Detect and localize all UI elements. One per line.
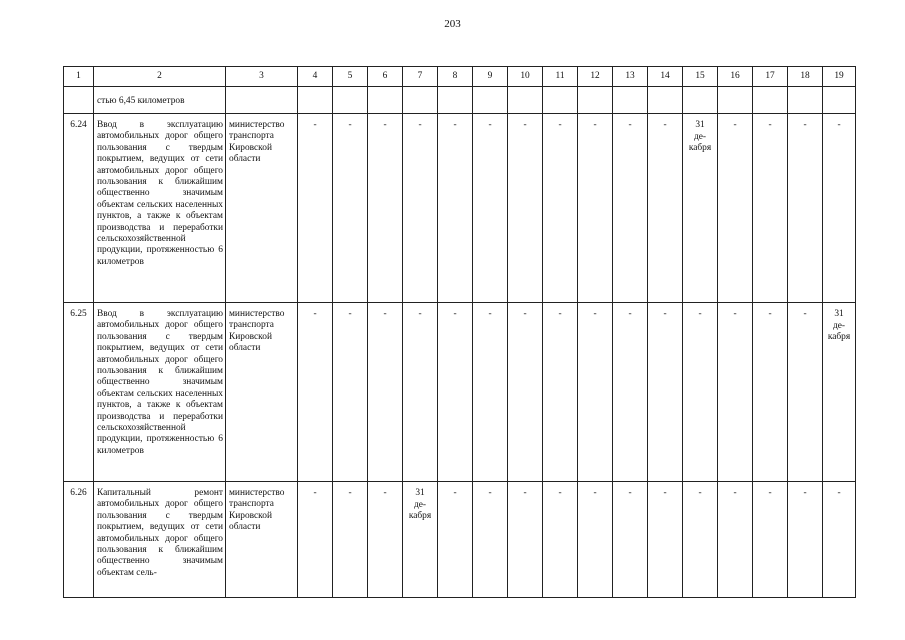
- schedule-cell: [613, 87, 648, 114]
- schedule-dash: -: [823, 482, 856, 598]
- schedule-cell: [368, 87, 403, 114]
- schedule-dash: -: [543, 303, 578, 482]
- schedule-dash: -: [788, 303, 823, 482]
- schedule-dash: -: [298, 482, 333, 598]
- schedule-cell: [648, 87, 683, 114]
- schedule-cell: [508, 87, 543, 114]
- schedule-cell: [683, 87, 718, 114]
- schedule-dash: -: [613, 482, 648, 598]
- row-number: 6.25: [64, 303, 94, 482]
- column-header-15: 15: [683, 67, 718, 87]
- schedule-dash: -: [613, 114, 648, 303]
- executor: министерство транспорта Кировской области: [226, 303, 298, 482]
- schedule-dash: -: [788, 482, 823, 598]
- measure-row: [64, 303, 856, 482]
- schedule-dash: -: [578, 114, 613, 303]
- schedule-dash: -: [753, 114, 788, 303]
- schedule-dash: -: [403, 114, 438, 303]
- schedule-dash: -: [438, 114, 473, 303]
- schedule-dash: -: [298, 303, 333, 482]
- schedule-cell: [578, 87, 613, 114]
- schedule-dash: -: [333, 303, 368, 482]
- column-header-16: 16: [718, 67, 753, 87]
- measure-row: [64, 114, 856, 303]
- column-header-11: 11: [543, 67, 578, 87]
- schedule-dash: -: [368, 482, 403, 598]
- schedule-dash: -: [648, 303, 683, 482]
- schedule-dash: -: [823, 114, 856, 303]
- plan-table: [63, 66, 856, 598]
- schedule-cell: [753, 87, 788, 114]
- schedule-dash: -: [298, 114, 333, 303]
- schedule-dash: -: [438, 303, 473, 482]
- column-header-13: 13: [613, 67, 648, 87]
- schedule-dash: -: [333, 114, 368, 303]
- row-number: 6.24: [64, 114, 94, 303]
- schedule-dash: -: [438, 482, 473, 598]
- schedule-dash: -: [473, 303, 508, 482]
- schedule-dash: -: [753, 303, 788, 482]
- schedule-dash: -: [613, 303, 648, 482]
- schedule-cell: [403, 87, 438, 114]
- schedule-dash: -: [543, 114, 578, 303]
- schedule-cell: [333, 87, 368, 114]
- column-header-12: 12: [578, 67, 613, 87]
- schedule-cell: [543, 87, 578, 114]
- column-header-6: 6: [368, 67, 403, 87]
- schedule-dash: -: [718, 482, 753, 598]
- schedule-dash: -: [718, 114, 753, 303]
- schedule-dash: -: [578, 482, 613, 598]
- page-number: 203: [444, 18, 461, 30]
- column-header-9: 9: [473, 67, 508, 87]
- schedule-dash: -: [403, 303, 438, 482]
- measure-description: Ввод в эксплуатацию автомобильных дорог общего пользования с твердым покрытием, ведущих от сети автомобильных дорог общего пользования к ближайшим общественно значимым объектам сельских населенных пунктов, а также к объектам производства и переработки сельскохозяйственной продукции, протяженностью 6 километров: [94, 114, 226, 303]
- schedule-dash: -: [788, 114, 823, 303]
- schedule-dash: -: [578, 303, 613, 482]
- schedule-dash: -: [648, 114, 683, 303]
- executor: министерство транспорта Кировской области: [226, 114, 298, 303]
- schedule-dash: -: [368, 114, 403, 303]
- schedule-dash: -: [508, 482, 543, 598]
- schedule-dash: -: [718, 303, 753, 482]
- column-header-1: 1: [64, 67, 94, 87]
- schedule-dash: -: [473, 482, 508, 598]
- column-header-4: 4: [298, 67, 333, 87]
- measure-description: Капитальный ремонт автомобильных дорог общего пользования с твердым покрытием, ведущих от сети автомобильных дорог общего пользования к ближайшим общественно значимым объектам сель-: [94, 482, 226, 598]
- row-number: 6.26: [64, 482, 94, 598]
- schedule-cell: [473, 87, 508, 114]
- schedule-cell: [823, 87, 856, 114]
- schedule-cell: [438, 87, 473, 114]
- column-header-5: 5: [333, 67, 368, 87]
- executor: [226, 87, 298, 114]
- schedule-cell: [718, 87, 753, 114]
- schedule-cell: [788, 87, 823, 114]
- column-header-3: 3: [226, 67, 298, 87]
- schedule-dash: -: [648, 482, 683, 598]
- schedule-dash: -: [473, 114, 508, 303]
- schedule-dash: -: [683, 482, 718, 598]
- column-header-8: 8: [438, 67, 473, 87]
- measure-description: стью 6,45 километров: [94, 87, 226, 114]
- schedule-cell: [298, 87, 333, 114]
- column-header-17: 17: [753, 67, 788, 87]
- column-header-14: 14: [648, 67, 683, 87]
- continuation-row: [64, 87, 856, 114]
- executor: министерство транспорта Кировской области: [226, 482, 298, 598]
- schedule-dash: -: [683, 303, 718, 482]
- schedule-dash: -: [508, 114, 543, 303]
- column-header-7: 7: [403, 67, 438, 87]
- column-header-18: 18: [788, 67, 823, 87]
- schedule-date: 31 де- кабря: [683, 114, 718, 303]
- column-header-19: 19: [823, 67, 856, 87]
- schedule-dash: -: [753, 482, 788, 598]
- measure-description: Ввод в эксплуатацию автомобильных дорог общего пользования с твердым покрытием, ведущих от сети автомобильных дорог общего пользования к ближайшим общественно значимым объектам сельских населенных пунктов, а также к объектам производства и переработки сельскохозяйственной продукции, протяженностью 6 километров: [94, 303, 226, 482]
- row-number: [64, 87, 94, 114]
- schedule-dash: -: [368, 303, 403, 482]
- column-number-header-row: [64, 67, 856, 87]
- schedule-dash: -: [333, 482, 368, 598]
- column-header-2: 2: [94, 67, 226, 87]
- schedule-dash: -: [508, 303, 543, 482]
- schedule-dash: -: [543, 482, 578, 598]
- schedule-date: 31 де- кабря: [403, 482, 438, 598]
- schedule-date: 31 де- кабря: [823, 303, 856, 482]
- column-header-10: 10: [508, 67, 543, 87]
- measure-row: [64, 482, 856, 598]
